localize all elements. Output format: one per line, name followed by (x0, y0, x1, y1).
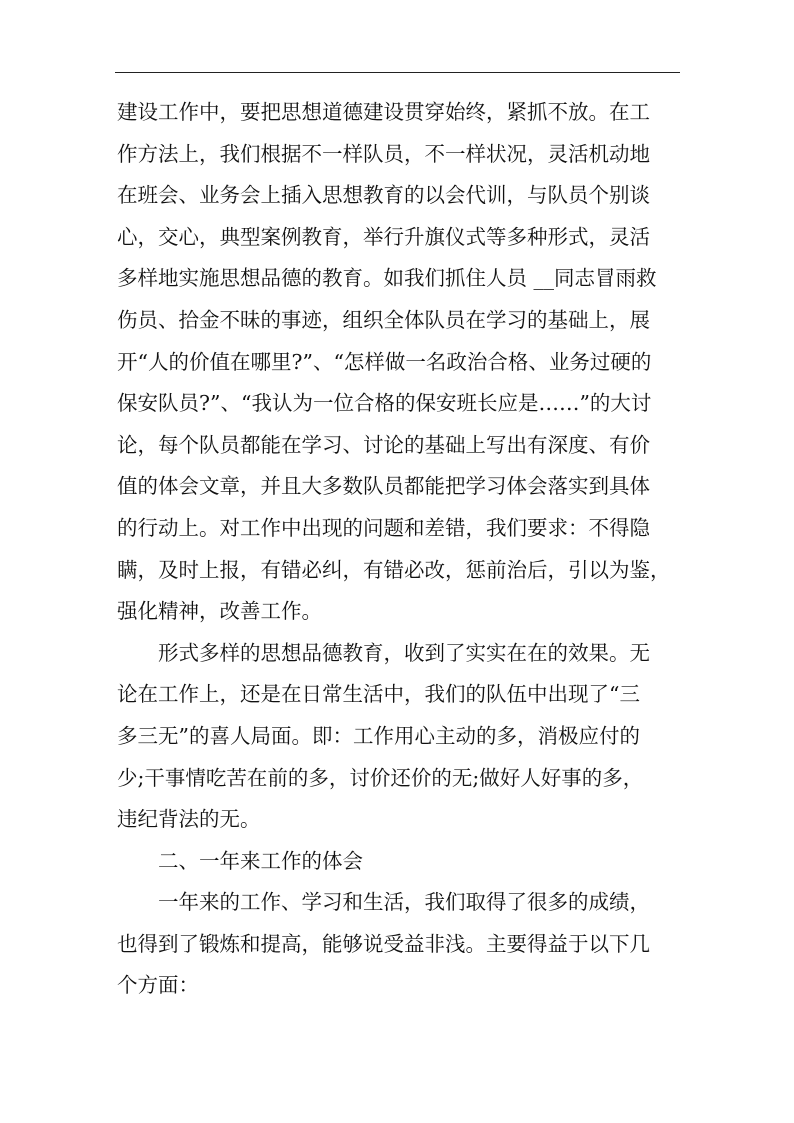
paragraph-line: 强化精神，改善工作。 (117, 599, 322, 624)
paragraph-line: 保安队员?”、“我认为一位合格的保安班长应是……”的大讨 (117, 391, 652, 416)
paragraph-line: 违纪背法的无。 (117, 807, 261, 832)
paragraph-line: 在班会、业务会上插入思想教育的以会代训，与队员个别谈 (117, 183, 650, 208)
paragraph-line: 心，交心，典型案例教育，举行升旗仪式等多种形式，灵活 (117, 224, 650, 249)
header-rule (115, 72, 680, 73)
paragraph-line: 个方面： (117, 973, 199, 998)
paragraph-line: 论，每个队员都能在学习、讨论的基础上写出有深度、有价 (117, 432, 650, 457)
paragraph-line: 少;干事情吃苦在前的多，讨价还价的无;做好人好事的多， (117, 765, 644, 790)
paragraph-line: 伤员、拾金不昧的事迹，组织全体队员在学习的基础上，展 (117, 307, 650, 332)
paragraph-line: 的行动上。对工作中出现的问题和差错，我们要求：不得隐 (117, 515, 650, 540)
paragraph-line: 多样地实施思想品德的教育。如我们抓住人员 __同志冒雨救 (117, 266, 657, 291)
paragraph-line: 一年来的工作、学习和生活，我们取得了很多的成绩， (158, 890, 650, 915)
paragraph-line: 建设工作中，要把思想道德建设贯穿始终，紧抓不放。在工 (117, 100, 650, 124)
paragraph-line: 多三无”的喜人局面。即：工作用心主动的多，消极应付的 (117, 723, 640, 748)
paragraph-line: 形式多样的思想品德教育，收到了实实在在的效果。无 (158, 640, 650, 665)
paragraph-line: 作方法上，我们根据不一样队员，不一样状况，灵活机动地 (117, 141, 650, 166)
paragraph-line: 也得到了锻炼和提高，能够说受益非浅。主要得益于以下几 (117, 931, 650, 956)
paragraph-line: 论在工作上，还是在日常生活中，我们的队伍中出现了“三 (117, 682, 640, 707)
document-body (117, 92, 687, 1007)
section-heading: 二、一年来工作的体会 (158, 848, 363, 873)
paragraph-line: 值的体会文章，并且大多数队员都能把学习体会落实到具体 (117, 474, 650, 499)
paragraph-line: 开“人的价值在哪里?”、“怎样做一名政治合格、业务过硬的 (117, 349, 652, 374)
paragraph-line: 瞒，及时上报，有错必纠，有错必改，惩前治后，引以为鉴， (117, 557, 671, 582)
